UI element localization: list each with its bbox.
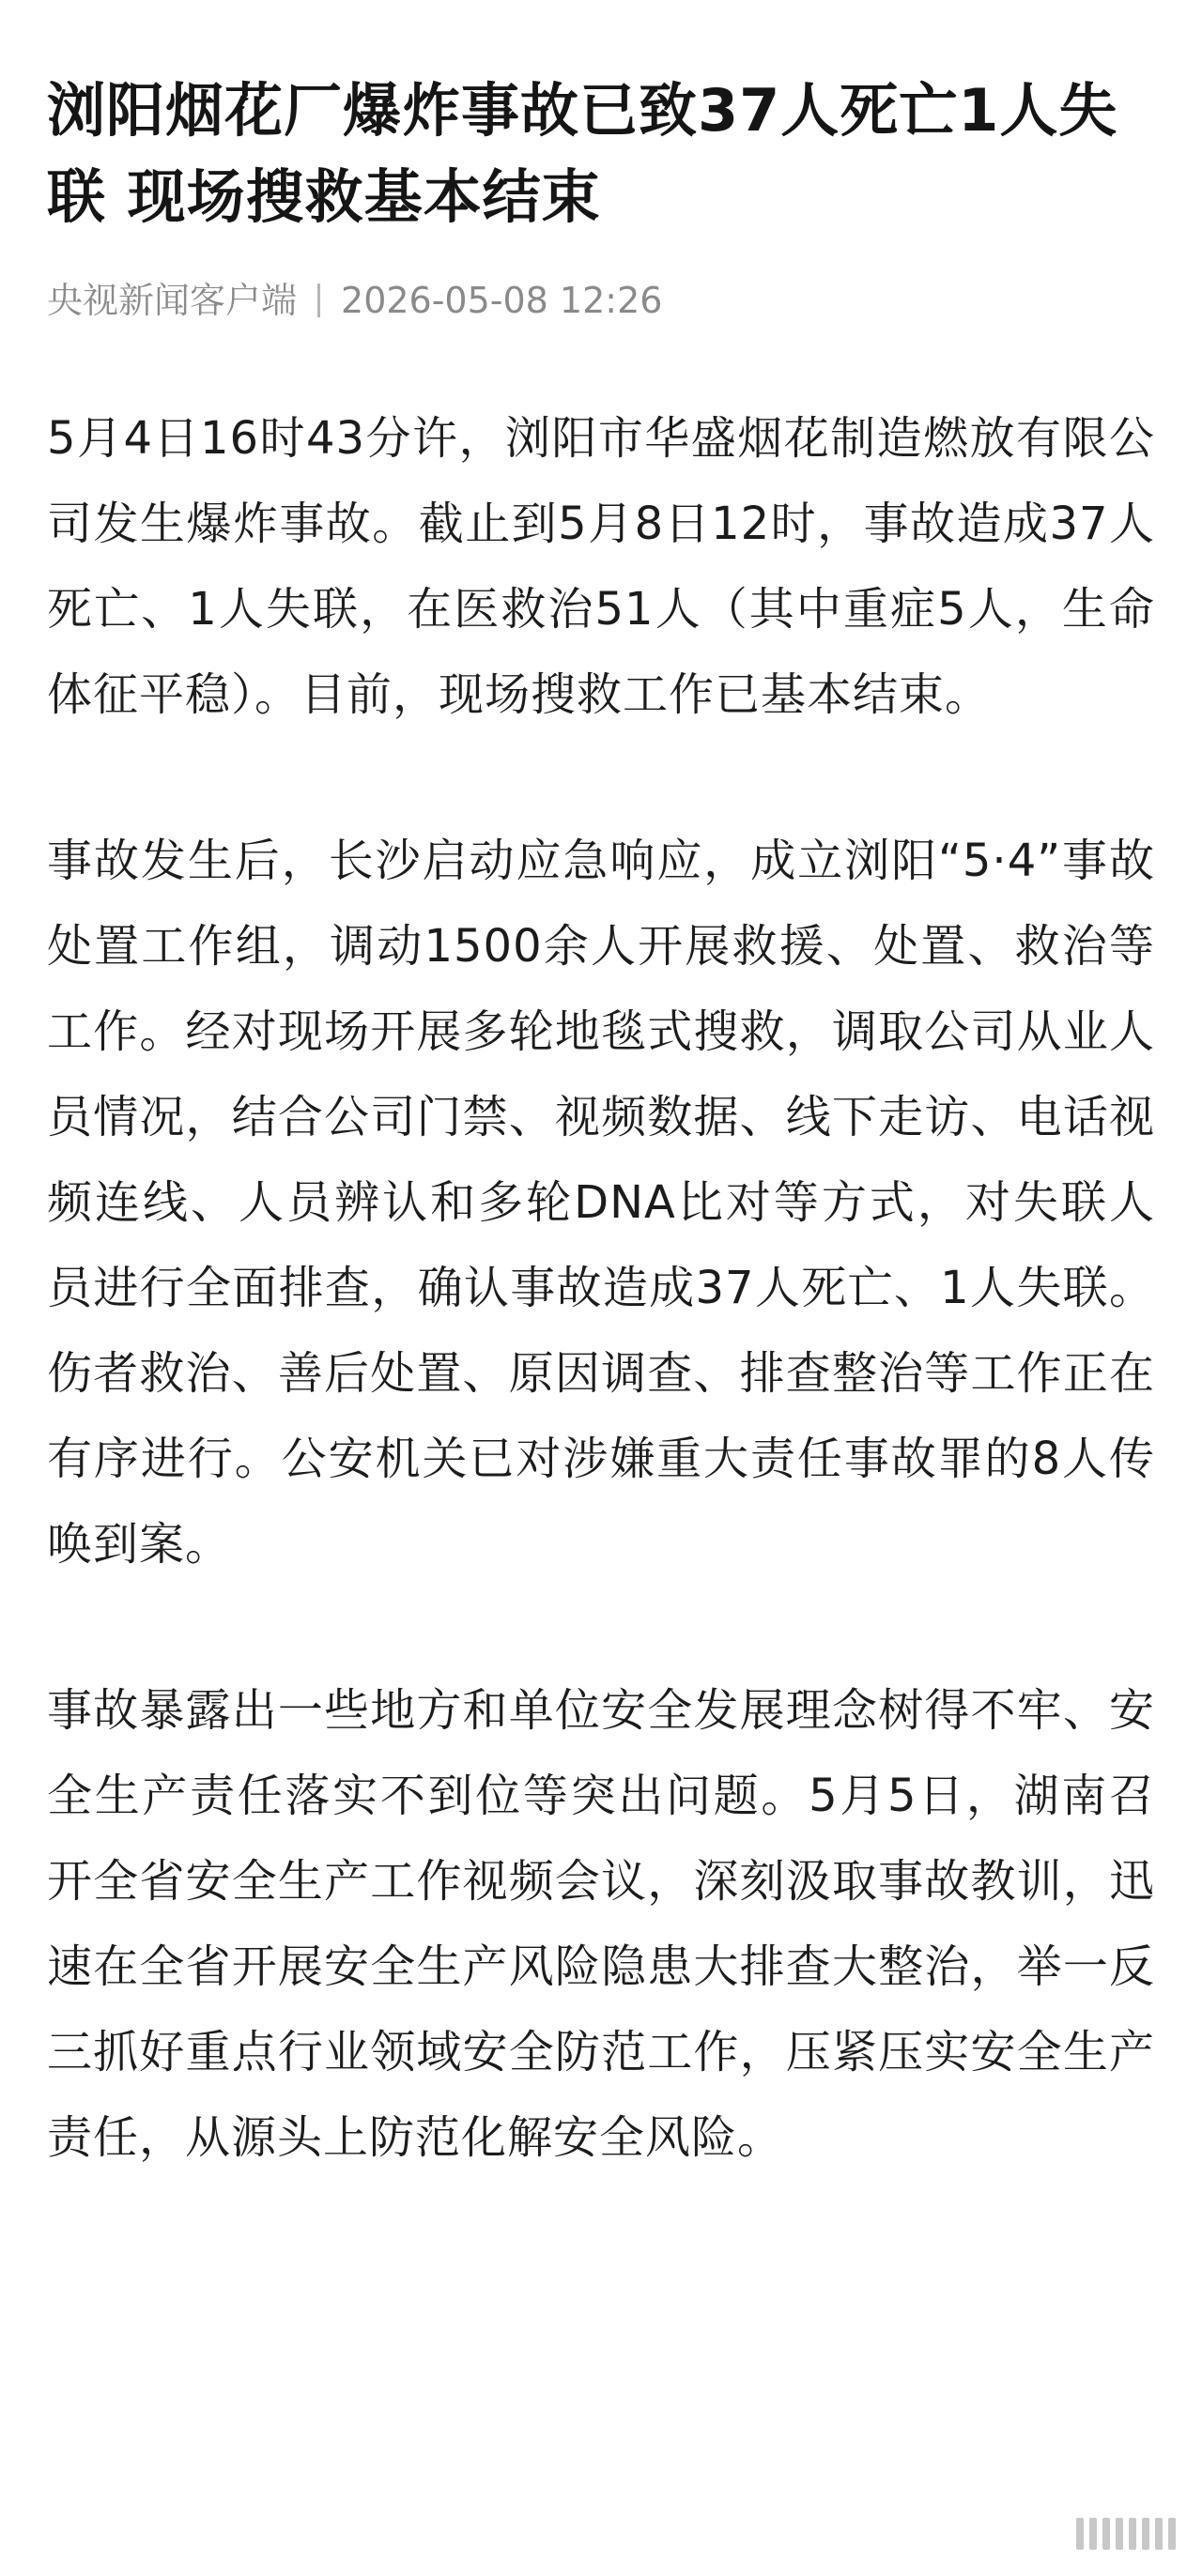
article-body [47,396,1155,2181]
article-paragraph: 事故发生后，长沙启动应急响应，成立浏阳“5·4”事故处置工作组，调动1500余人开展救援、处置、救治等工作。经对现场开展多轮地毯式搜救，调取公司从业人员情况，结合公司门禁、视频数据、线下走访、电话视频连线、人员辨认和多轮DNA比对等方式，对失联人员进行全面排查，确认事故造成37人死亡、1人失联。伤者救治、善后处置、原因调查、排查整治等工作正在有序进行。公安机关已对涉嫌重大责任事故罪的8人传唤到案。 [47,835,1155,1571]
article-meta [47,276,1155,325]
article-source[interactable]: 央视新闻客户端 [47,280,298,321]
bars-watermark-icon [1076,2518,1176,2550]
article-title: 浏阳烟花厂爆炸事故已致37人死亡1人失联 现场搜救基本结束 [47,76,1118,231]
article-paragraph: 5月4日16时43分许，浏阳市华盛烟花制造燃放有限公司发生爆炸事故。截止到5月8日12时，事故造成37人死亡、1人失联，在医救治51人（其中重症5人，生命体征平稳）。目前，现场搜救工作已基本结束。 [47,412,1155,721]
article-datetime: 2026-05-08 12:26 [341,280,663,321]
article-paragraph: 事故暴露出一些地方和单位安全发展理念树得不牢、安全生产责任落实不到位等突出问题。5月5日，湖南召开全省安全生产工作视频会议，深刻汲取事故教训，迅速在全省开展安全生产风险隐患大排查大整治，举一反三抓好重点行业领域安全防范工作，压紧压实安全生产责任，从源头上防范化解安全风险。 [47,1684,1155,2164]
article [47,68,1155,2262]
meta-divider [317,284,320,317]
